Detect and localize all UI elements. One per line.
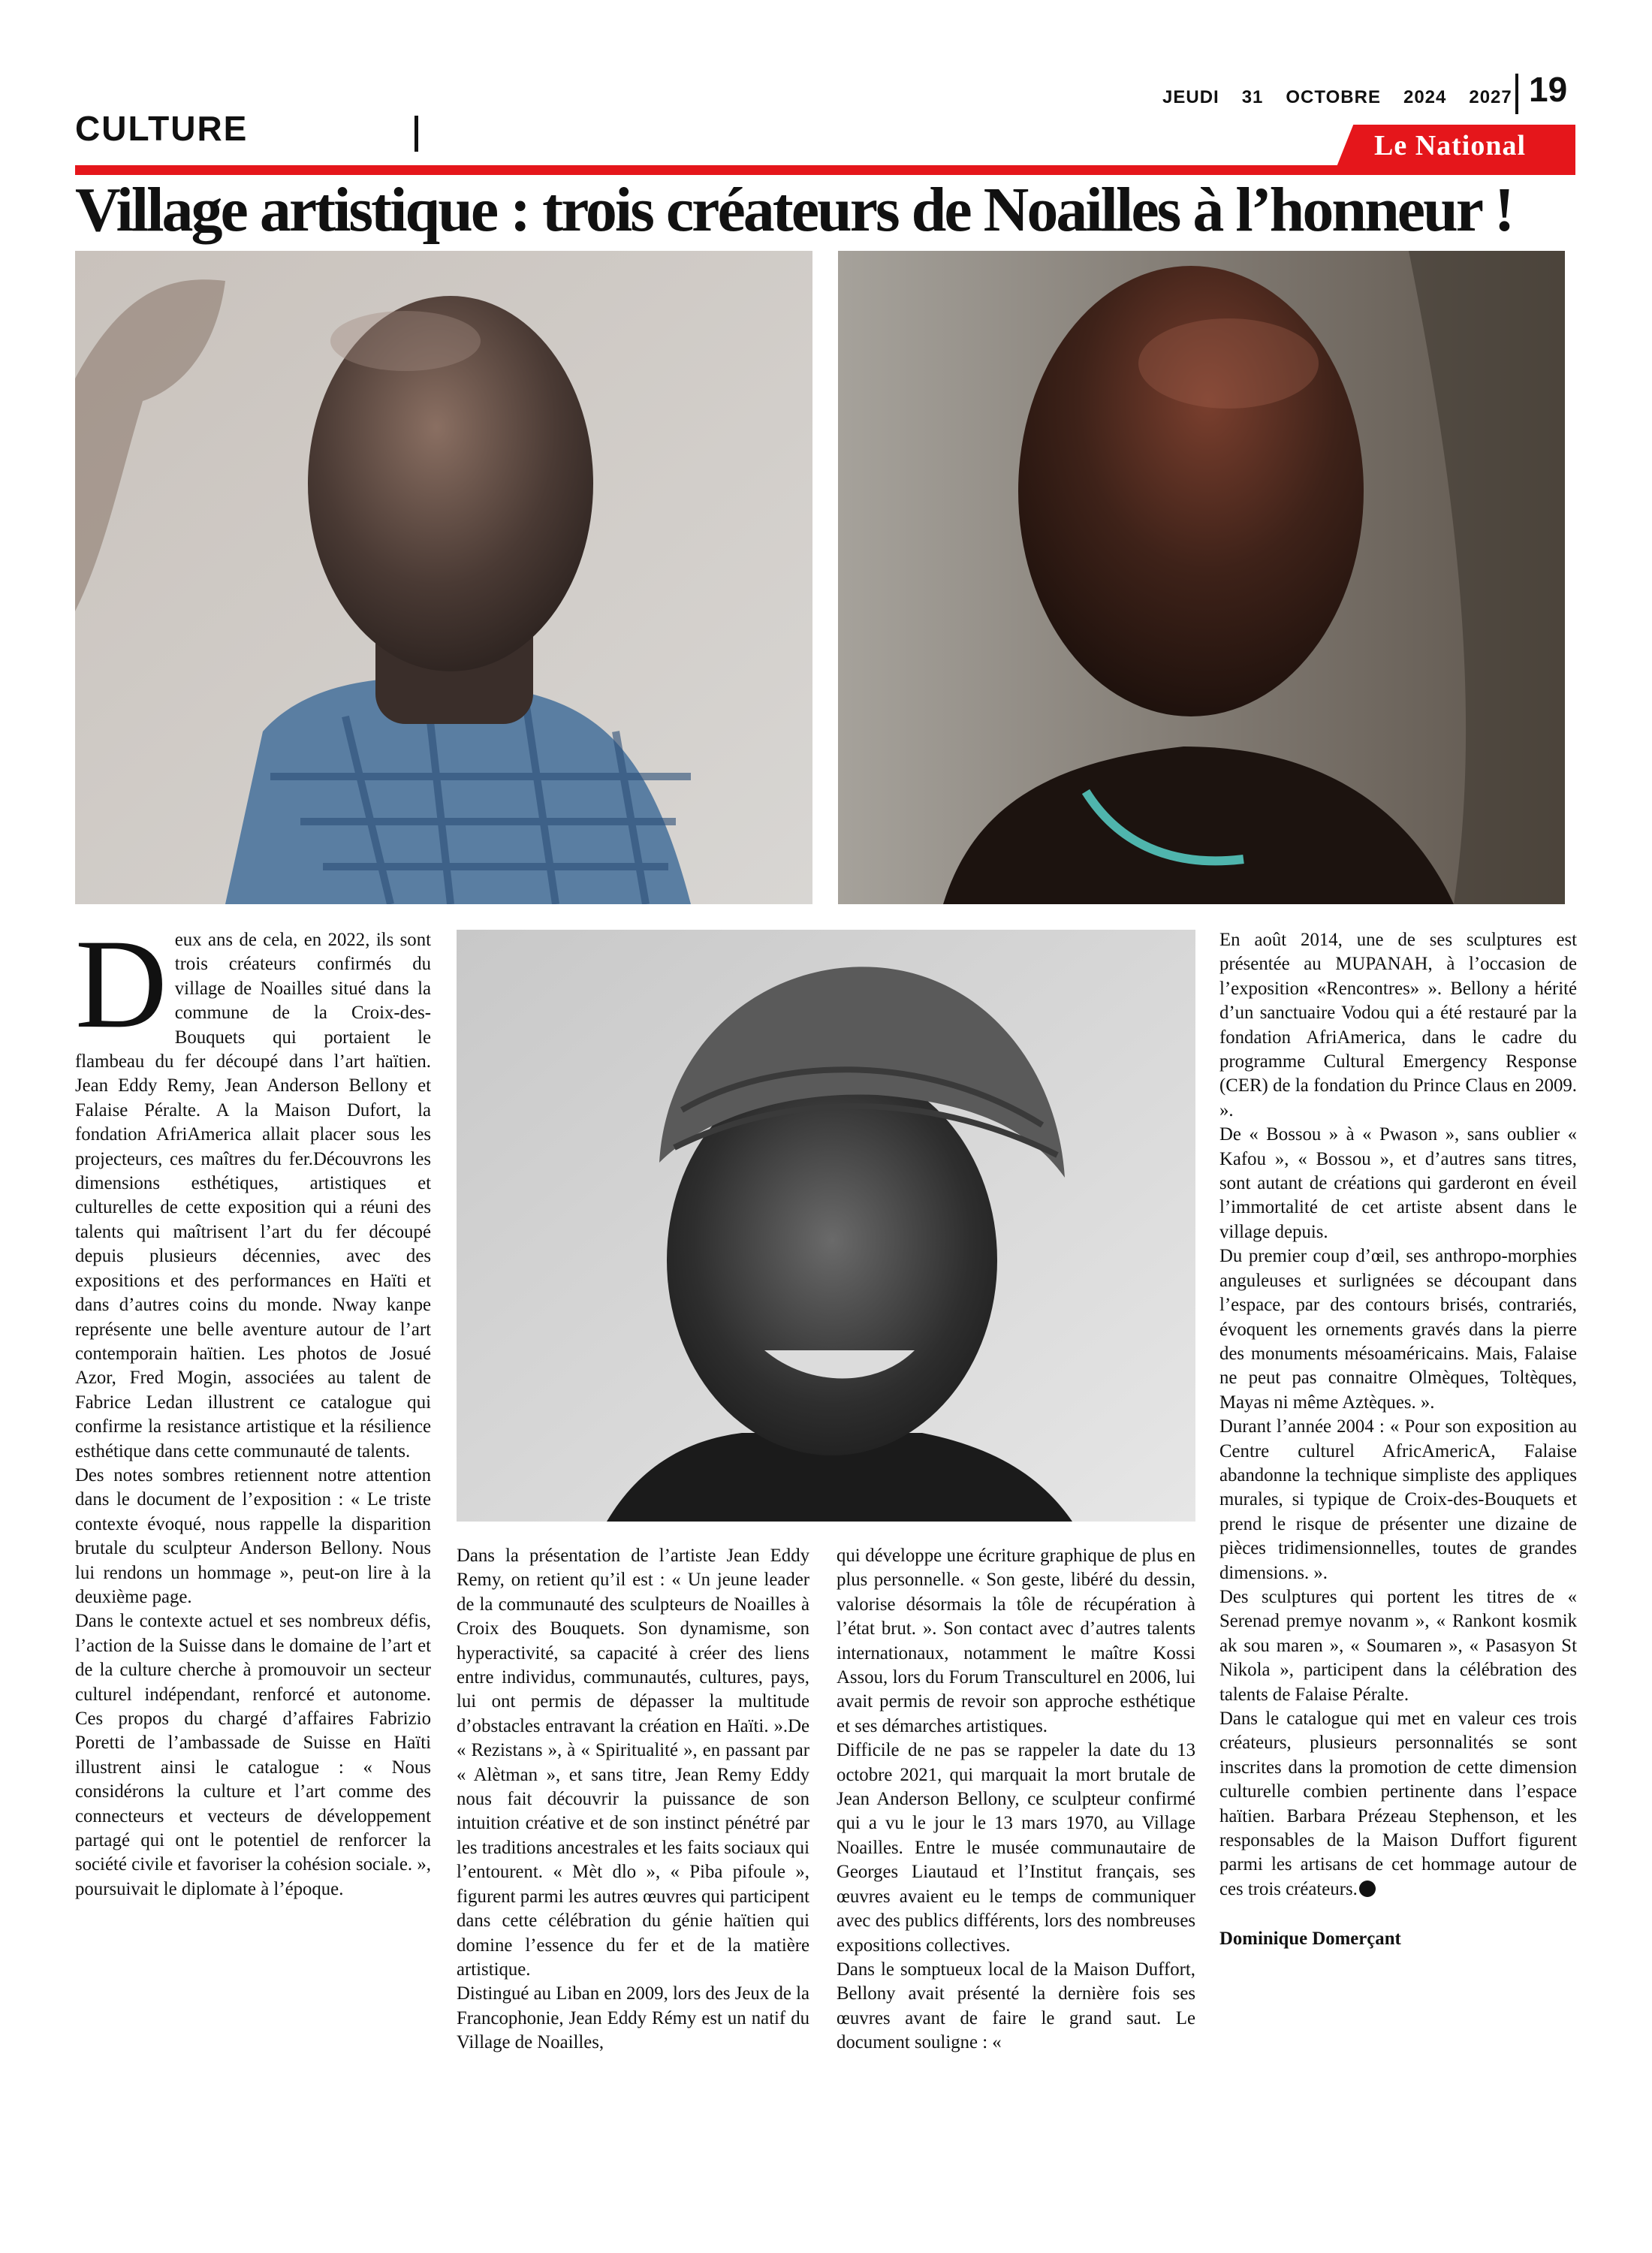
paragraph: Des notes sombres retiennent notre attention dans le document de l’exposition : « Le triste contexte évoqué, nous rappelle la disparition brutale du sculpteur Anderson Bellony. Nous lui rendons un hommage », peut-on lire à la deuxième page. — [75, 1464, 431, 1607]
section-label: CULTURE — [75, 109, 249, 148]
article-column-3 — [837, 1544, 1195, 2055]
date-weekday: JEUDI — [1162, 87, 1219, 107]
end-of-article-icon — [1359, 1881, 1376, 1897]
date-year: 2024 — [1403, 87, 1447, 107]
paragraph: Distingué au Liban en 2009, lors des Jeux de la Francophonie, Jean Eddy Rémy est un natif du Village de Noailles, — [457, 1983, 809, 2053]
drop-cap: D — [75, 913, 167, 1054]
portrait-photo-2 — [838, 251, 1565, 904]
section-divider — [415, 116, 418, 152]
paragraph — [1219, 1707, 1577, 1902]
paragraph: En août 2014, une de ses sculptures est présentée au MUPANAH, à l’occasion de l’exposition «Rencontres» ». Bellony a hérité d’un sanctuaire Vodou qui a été restauré par la fondation AfriAmerica, dans le cadre du programme Cultural Emergency Response (CER) de la fondation du Prince Claus en 2009. ». — [1219, 930, 1577, 1120]
paragraph: eux ans de cela, en 2022, ils sont trois créateurs confirmés du village de Noailles situé dans la commune de la Croix-des-Bouquets qui portaient le flambeau du fer découpé dans l’art haïtien. Jean Eddy Remy, Jean Anderson Bellony et Falaise Péralte. A la Maison Dufort, la fondation AfriAmerica allait placer sous les projecteurs, ces maîtres du fer.Découvrons les dimensions esthétiques, artistiques et culturelles de cette exposition qui a réuni des talents qui maîtrisent l’art du fer découpé depuis plusieurs décennies, avec des expositions et des performances en Haïti et dans d’autres coins du monde. Nway kanpe représente une belle aventure autour de l’art contemporain haïtien. Les photos de Josué Azor, Fred Mogin, associées au talent de Fabrice Ledan illustrent ce catalogue qui confirme la resistance artistique et la résilience esthétique dans cette communauté de talents. — [75, 930, 431, 1461]
paragraph: De « Bossou » à « Pwason », sans oublier « Kafou », « Bossou », et d’autres sans titres, sont autant de créations qui garderont en éveil l’immortalité de cet artiste absent dans le village depuis. — [1219, 1124, 1577, 1242]
newspaper-name: Le National — [1374, 130, 1527, 161]
page-number: 19 — [1529, 70, 1568, 109]
paragraph: qui développe une écriture graphique de plus en plus personnelle. « Son geste, libéré du dessin, valorise désormais la tôle de récupération à l’état brut. ». Son contact avec d’autres talents internationaux, notamment le maître Kossi Assou, lors du Forum Transculturel en 2006, lui avait permis de revoir son approche esthétique et ses démarches artistiques. — [837, 1546, 1195, 1736]
date-month: OCTOBRE — [1286, 87, 1381, 107]
article-column-2 — [457, 1544, 809, 2055]
paragraph: Dans la présentation de l’artiste Jean Eddy Remy, on retient qu’il est : « Un jeune leader de la communauté des sculpteurs de Noailles à Croix des Bouquets. Son dynamisme, son hyperactivité, sa capacité à créer des liens entre individus, communautés, cultures, pays, lui ont permis de dépasser la multitude d’obstacles entravant la création en Haïti. ».De « Rezistans », à « Spiritualité », en passant par « Alètman », et sans titre, Jean Remy Eddy nous fait découvrir la puissance de son intuition créative et de son instinct pénétré par les traditions ancestrales et les faits sociaux qui l’entourent. « Mèt dlo », « Piba pifoule », figurent parmi les autres œuvres qui participent dans cette célébration du génie haïtien qui domine l’essence du fer et de la matière artistique. — [457, 1546, 809, 1980]
article-column-1 — [75, 913, 431, 1902]
portrait-photo-3 — [457, 930, 1195, 1522]
page-number-divider — [1515, 74, 1518, 114]
author-byline: Dominique Domerçant — [1219, 1929, 1401, 1950]
paragraph: Durant l’année 2004 : « Pour son exposition au Centre culturel AfricAmericA, Falaise abandonne la technique simpliste des appliques murales, si typique de Croix-des-Bouquets et prend le risque de présenter une dizaine de pièces tridimensionnelles, toutes de grandes dimensions. ». — [1219, 1416, 1577, 1583]
date-day: 31 — [1241, 87, 1264, 107]
portrait-photo-1 — [75, 251, 812, 904]
article-headline: Village artistique : trois créateurs de Noailles à l’honneur ! — [75, 175, 1513, 245]
paragraph: Du premier coup d’œil, ses anthropo-morphies anguleuses et surlignées se découpant dans l’espace, par des contours brisés, contrariés, évoquent les ornements gravés dans la pierre des monuments mésoaméricains. Mais, Falaise ne peut pas connaitre Olmèques, Toltèques, Mayas ni même Aztèques. ». — [1219, 1246, 1577, 1413]
paragraph: Difficile de ne pas se rappeler la date du 13 octobre 2021, qui marquait la mort brutale de Jean Anderson Bellony, ce sculpteur confirmé qui a vu le jour le 13 mars 1970, au Village Noailles. Entre le musée communautaire de Georges Liautaud et l’Institut français, ses œuvres avaient eu le temps de communiquer avec des publics différents, lors des nombreuses expositions collectives. — [837, 1740, 1195, 1956]
paragraph: Des sculptures qui portent les titres de « Serenad premye novanm », « Rankont kosmik ak sou maren », « Soumaren », « Pasasyon St Nikola », participent dans la célébration des talents de Falaise Péralte. — [1219, 1586, 1577, 1705]
closing-paragraph-text: Dans le catalogue qui met en valeur ces trois créateurs, plusieurs personnalités se sont inscrites dans la promotion de cette dimension culturelle combien pertinente dans l’espace haïtien. Barbara Prézeau Stephenson, et les responsables de la Maison Duffort figurent parmi les artisans de cet hommage autour de ces trois créateurs. — [1219, 1709, 1577, 1899]
paragraph: Dans le somptueux local de la Maison Duffort, Bellony avait présenté la dernière fois ses œuvres avant de faire le grand saut. Le document souligne : « — [837, 1959, 1195, 2053]
article-column-4 — [1219, 928, 1577, 1952]
paragraph: Dans le contexte actuel et ses nombreux défis, l’action de la Suisse dans le domaine de l’art et de la culture cherche à promouvoir un secteur culturel indépendant, renforcé et autonome. Ces propos du chargé d’affaires Fabrizio Poretti de l’ambassade de Suisse en Haïti illustrent ainsi le catalogue : « Nous considérons la culture et l’art comme des connecteurs et vecteurs de développement partagé qui ont le potentiel de renforcer la société civile et favoriser la cohésion sociale. », poursuivait le diplomate à l’époque. — [75, 1611, 431, 1899]
issue-date — [1162, 87, 1535, 108]
issue-number: 2027 — [1469, 87, 1512, 107]
